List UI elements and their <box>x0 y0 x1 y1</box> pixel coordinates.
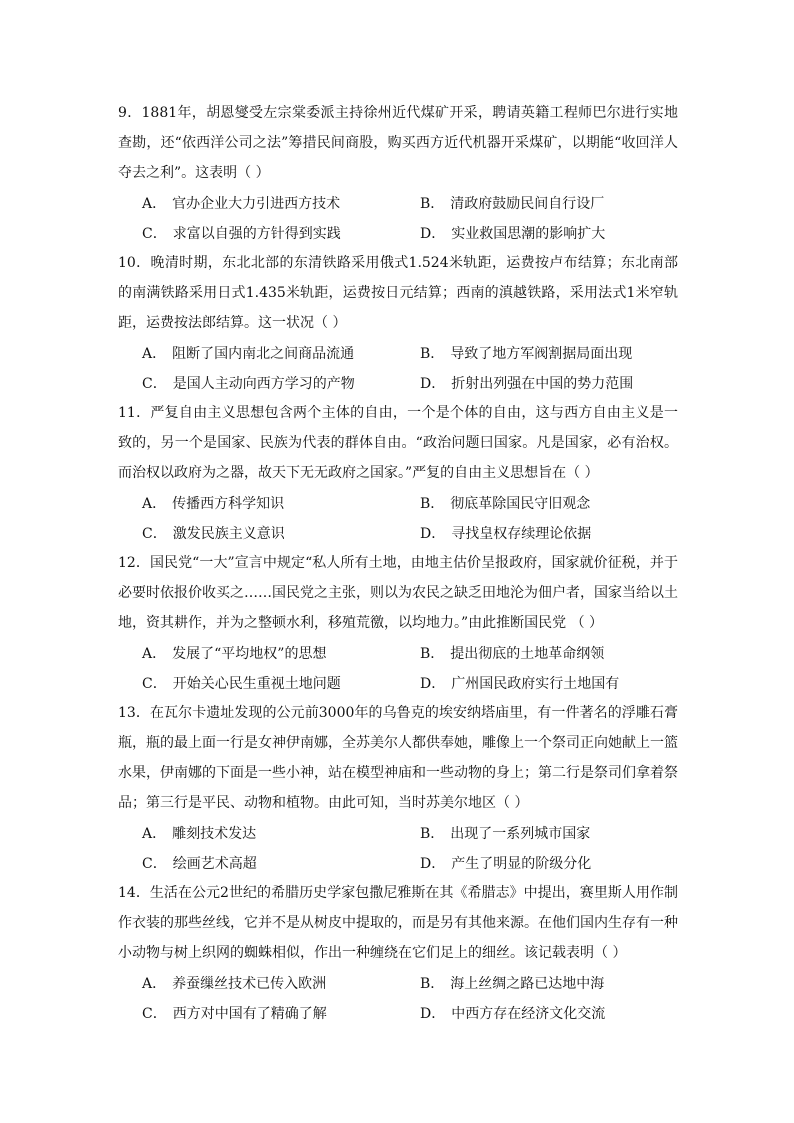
question-stem: 11．严复自由主义思想包含两个主体的自由，一个是个体的自由，这与西方自由主义是一致的，另一个是国家、民族为代表的群体自由。“政治问题曰国家。凡是国家，必有治权。而治权以政府为之器，故天下无无政府之国家。”严复的自由主义思想旨在（ ） <box>118 405 678 481</box>
option-d: D． 折射出列强在中国的势力范围 <box>420 376 634 392</box>
question-stem: 12．国民党“一大”宣言中规定“私人所有土地，由地主估价呈报政府，国家就价征税，并于必要时依报价收买之……国民党之主张，则以为农民之缺乏田地沦为佃户者，国家当给以土地，资其耕作，并为之整顿水利，移殖荒徼，以均地力。”由此推断国民党 （ ） <box>118 555 678 631</box>
option-c: C． 西方对中国有了精确了解 <box>142 1006 327 1022</box>
question-stem: 13．在瓦尔卡遗址发现的公元前3000年的乌鲁克的埃安纳塔庙里，有一件著名的浮雕石膏瓶，瓶的最上面一行是女神伊南娜，全苏美尔人都供奉她，雕像上一个祭司正向她献上一篮水果，伊南娜的下面是一些小神，站在模型神庙和一些动物的身上；第二行是祭司们拿着祭品；第三行是平民、动物和植物。由此可知，当时苏美尔地区（ ） <box>118 705 678 811</box>
question-12 <box>118 548 678 698</box>
question-stem: 10．晚清时期，东北北部的东清铁路采用俄式1.524米轨距，运费按卢布结算；东北南部的南满铁路采用日式1.435米轨距，运费按日元结算；西南的滇越铁路，采用法式1米窄轨距，运费按法郎结算。这一状况（ ） <box>118 255 678 331</box>
option-c: C． 是国人主动向西方学习的产物 <box>142 376 355 392</box>
options <box>118 968 678 1028</box>
options <box>118 188 678 248</box>
option-b: B． 彻底革除国民守旧观念 <box>420 496 591 512</box>
option-a: A． 养蚕缫丝技术已传入欧洲 <box>142 976 327 992</box>
option-a: A． 传播西方科学知识 <box>142 496 285 512</box>
option-c: C． 绘画艺术高超 <box>142 856 257 872</box>
option-d: D． 产生了明显的阶级分化 <box>420 856 592 872</box>
option-b: B． 提出彻底的土地革命纲领 <box>420 646 605 662</box>
question-11 <box>118 398 678 548</box>
option-b: B． 导致了地方军阀割据局面出现 <box>420 346 633 362</box>
options <box>118 338 678 398</box>
option-c: C． 激发民族主义意识 <box>142 526 285 542</box>
option-b: B． 出现了一系列城市国家 <box>420 826 591 842</box>
option-a: A． 发展了“平均地权”的思想 <box>142 646 327 662</box>
question-10 <box>118 248 678 398</box>
question-9 <box>118 98 678 248</box>
options <box>118 818 678 878</box>
options <box>118 638 678 698</box>
question-13 <box>118 698 678 878</box>
option-b: B． 海上丝绸之路已达地中海 <box>420 976 605 992</box>
option-a: A． 雕刻技术发达 <box>142 826 257 842</box>
option-a: A． 官办企业大力引进西方技术 <box>142 196 341 212</box>
option-d: D． 中西方存在经济文化交流 <box>420 1006 606 1022</box>
option-c: C． 求富以自强的方针得到实践 <box>142 226 341 242</box>
question-14 <box>118 878 678 1028</box>
option-a: A． 阻断了国内南北之间商品流通 <box>142 346 355 362</box>
question-stem: 14．生活在公元2世纪的希腊历史学家包撒尼雅斯在其《希腊志》中提出，赛里斯人用作制作衣装的那些丝线，它并不是从树皮中提取的，而是另有其他来源。在他们国内生存有一种小动物与树上织网的蜘蛛相似，作出一种缠绕在它们足上的细丝。该记载表明（ ） <box>118 885 678 961</box>
option-d: D． 广州国民政府实行土地国有 <box>420 676 620 692</box>
exam-page <box>118 98 678 1028</box>
option-c: C． 开始关心民生重视土地问题 <box>142 676 341 692</box>
option-b: B． 清政府鼓励民间自行设厂 <box>420 196 605 212</box>
option-d: D． 寻找皇权存续理论依据 <box>420 526 592 542</box>
question-stem: 9．1881年，胡恩燮受左宗棠委派主持徐州近代煤矿开采，聘请英籍工程师巴尔进行实地查勘，还“依西洋公司之法”筹措民间商股，购买西方近代机器开采煤矿，以期能“收回洋人夺去之利”。这表明（ ） <box>118 105 678 181</box>
options <box>118 488 678 548</box>
option-d: D． 实业救国思潮的影响扩大 <box>420 226 606 242</box>
